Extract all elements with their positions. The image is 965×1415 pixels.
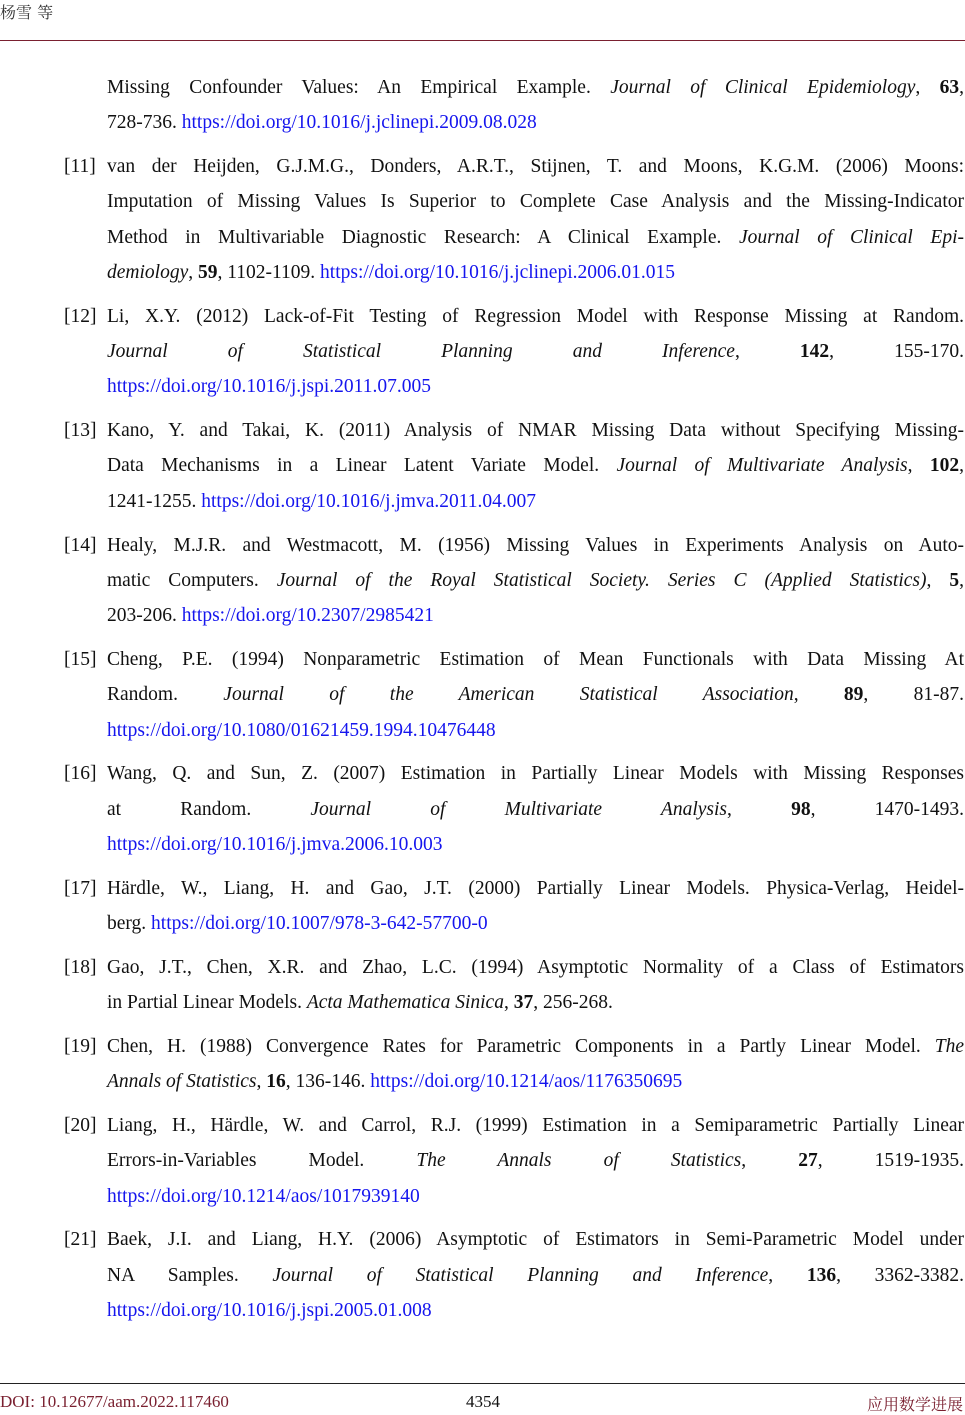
doi-link[interactable]: https://doi.org/10.1016/j.jclinepi.2009.08.028 — [181, 112, 537, 134]
doi-link[interactable]: https://doi.org/10.2307/2985421 — [181, 605, 434, 627]
reference-number: [21] — [64, 1229, 97, 1251]
reference-line — [107, 1222, 964, 1257]
reference-text: , 3362-3382. — [836, 1264, 964, 1286]
reference-line — [107, 70, 964, 105]
reference-text: Data Mechanisms in a Linear Latent Variate Model. — [107, 455, 617, 477]
reference-text: Missing Confounder Values: An Empirical Example. — [107, 77, 611, 98]
reference-item — [64, 528, 964, 634]
journal-title: Journal of Multivariate Analysis — [616, 455, 908, 477]
reference-line — [107, 369, 964, 404]
reference-line — [107, 713, 964, 748]
volume-number: 142 — [799, 341, 830, 363]
journal-title: The — [934, 1035, 964, 1057]
reference-number: [18] — [64, 956, 97, 978]
reference-text: 203-206. — [107, 605, 182, 627]
reference-item — [64, 1108, 964, 1214]
running-header-author: 杨雪 等 — [0, 3, 54, 22]
reference-text: Errors-in-Variables Model. — [107, 1150, 417, 1172]
header-rule — [0, 40, 965, 41]
reference-text: 728-736. — [107, 112, 182, 134]
journal-title: Journal of Statistical Planning and Inference — [107, 341, 735, 363]
reference-line — [107, 1064, 964, 1099]
doi-link[interactable]: https://doi.org/10.1007/978-3-642-57700-0 — [151, 913, 488, 935]
reference-text: , 1102-1109. — [217, 261, 321, 283]
reference-text: Imputation of Missing Values Is Superior to Complete Case Analysis and the Missing-Indicator — [107, 191, 964, 213]
doi-link[interactable]: https://doi.org/10.1016/j.jspi.2005.01.008 — [107, 1300, 432, 1321]
volume-number: 63 — [939, 77, 960, 98]
volume-number: 5 — [949, 569, 960, 591]
reference-text: , 1470-1493. — [810, 798, 964, 820]
reference-line — [107, 677, 964, 712]
reference-line — [107, 985, 964, 1020]
reference-item — [64, 756, 964, 862]
reference-text: Cheng, P.E. (1994) Nonparametric Estimation of Mean Functionals with Data Missing At — [107, 648, 964, 670]
reference-text: , — [741, 1150, 799, 1172]
reference-line — [107, 255, 964, 290]
reference-text: Random. — [107, 684, 224, 706]
page-number: 4354 — [466, 1392, 500, 1411]
reference-item — [64, 299, 964, 405]
reference-item — [64, 642, 964, 748]
reference-line — [107, 413, 964, 448]
doi-link[interactable]: https://doi.org/10.1016/j.jmva.2011.04.007 — [201, 490, 537, 512]
reference-line — [107, 756, 964, 791]
reference-item — [64, 149, 964, 290]
reference-text: NA Samples. — [107, 1264, 273, 1286]
reference-line — [107, 184, 964, 219]
reference-line — [107, 1179, 964, 1214]
reference-text: Baek, J.I. and Liang, H.Y. (2006) Asymptotic of Estimators in Semi-Parametric Model under — [107, 1229, 964, 1251]
reference-line — [107, 792, 964, 827]
volume-number: 59 — [197, 261, 218, 283]
reference-text: berg. — [107, 913, 152, 935]
reference-line — [107, 484, 964, 519]
reference-text: , — [793, 684, 844, 706]
reference-item — [64, 413, 964, 519]
doi-link[interactable]: https://doi.org/10.1214/aos/1017939140 — [107, 1185, 420, 1207]
reference-text: , 1519-1935. — [817, 1150, 965, 1172]
volume-number: 136 — [806, 1264, 837, 1286]
reference-text: Kano, Y. and Takai, K. (2011) Analysis of NMAR Missing Data without Specifying Missing- — [107, 420, 964, 442]
reference-text: , — [188, 261, 198, 283]
journal-title: Journal of the Royal Statistical Society. Series C (Applied Statistics) — [276, 569, 927, 591]
reference-text: Wang, Q. and Sun, Z. (2007) Estimation in Partially Linear Models with Missing Responses — [107, 763, 964, 785]
footer-rule — [0, 1383, 965, 1384]
reference-line — [107, 1293, 964, 1328]
reference-text: matic Computers. — [107, 569, 277, 591]
doi-link[interactable]: https://doi.org/10.1016/j.jmva.2006.10.003 — [107, 833, 443, 855]
journal-title: Acta Mathematica Sinica — [306, 992, 504, 1014]
reference-text: Gao, J.T., Chen, X.R. and Zhao, L.C. (1994) Asymptotic Normality of a Class of Estimators — [107, 956, 964, 978]
volume-number: 98 — [791, 798, 811, 820]
reference-text: , — [959, 569, 964, 591]
reference-number: [14] — [64, 534, 97, 556]
reference-item — [64, 1222, 964, 1328]
reference-item — [64, 950, 964, 1021]
reference-line — [107, 871, 964, 906]
reference-line — [107, 105, 964, 140]
volume-number: 102 — [929, 455, 960, 477]
reference-text: , — [727, 798, 792, 820]
reference-number: [12] — [64, 305, 97, 327]
reference-item — [64, 871, 964, 942]
reference-line — [107, 642, 964, 677]
volume-number: 37 — [513, 992, 534, 1014]
doi-link[interactable]: https://doi.org/10.1080/01621459.1994.10476448 — [107, 719, 496, 741]
reference-text: , — [256, 1071, 267, 1093]
reference-text: , 155-170. — [829, 341, 964, 363]
doi-link[interactable]: https://doi.org/10.1016/j.jspi.2011.07.005 — [107, 376, 431, 398]
reference-text: , — [503, 992, 514, 1014]
reference-line — [107, 906, 964, 941]
reference-text: Li, X.Y. (2012) Lack-of-Fit Testing of Regression Model with Response Missing at Random. — [107, 305, 964, 327]
reference-text: , — [907, 455, 930, 477]
reference-line — [107, 950, 964, 985]
footer-journal-name: 应用数学进展 — [866, 1395, 963, 1414]
reference-text: Healy, M.J.R. and Westmacott, M. (1956) Missing Values in Experiments Analysis on Auto- — [107, 534, 964, 556]
reference-text: Chen, H. (1988) Convergence Rates for Parametric Components in a Partly Linear Model. — [107, 1035, 935, 1057]
reference-line — [107, 299, 964, 334]
journal-title: Journal of Statistical Planning and Inference — [272, 1264, 769, 1286]
reference-number: [16] — [64, 763, 97, 785]
reference-text: , 81-87. — [863, 684, 964, 706]
reference-text: , — [734, 341, 800, 363]
reference-line — [107, 149, 964, 184]
volume-number: 16 — [266, 1071, 286, 1093]
reference-text: Härdle, W., Liang, H. and Gao, J.T. (2000) Partially Linear Models. Physica-Verlag, Heidel- — [107, 877, 964, 899]
journal-title: Journal of Clinical Epi- — [738, 226, 964, 248]
reference-number: [17] — [64, 877, 97, 899]
journal-title: The Annals of Statistics — [416, 1150, 742, 1172]
reference-number: [13] — [64, 420, 97, 442]
reference-line — [107, 827, 964, 862]
reference-list — [64, 70, 964, 1337]
reference-item — [64, 1029, 964, 1100]
reference-line — [107, 1258, 964, 1293]
journal-title: Journal of Clinical Epidemiology — [610, 77, 916, 98]
reference-line — [107, 1108, 964, 1143]
reference-number: [11] — [64, 156, 96, 178]
doi-link[interactable]: https://doi.org/10.1016/j.jclinepi.2006.01.015 — [320, 261, 676, 283]
reference-text: van der Heijden, G.J.M.G., Donders, A.R.T., Stijnen, T. and Moons, K.G.M. (2006) Moons: — [107, 156, 964, 178]
reference-number: [19] — [64, 1035, 97, 1057]
reference-text: , — [959, 455, 964, 477]
volume-number: 27 — [798, 1150, 818, 1172]
reference-text: , — [926, 569, 950, 591]
reference-line — [107, 334, 964, 369]
reference-line — [107, 528, 964, 563]
journal-title: demiology — [107, 261, 189, 283]
reference-text: at Random. — [107, 798, 311, 820]
reference-line — [107, 598, 964, 633]
journal-title: Annals of Statistics — [107, 1071, 257, 1093]
reference-text: , — [768, 1264, 807, 1286]
reference-item — [64, 70, 964, 141]
reference-line — [107, 448, 964, 483]
footer-doi: DOI: 10.12677/aam.2022.117460 — [0, 1392, 229, 1411]
reference-line — [107, 1029, 964, 1064]
reference-text: 1241-1255. — [107, 490, 202, 512]
reference-text: , 136-146. — [285, 1071, 371, 1093]
doi-link[interactable]: https://doi.org/10.1214/aos/1176350695 — [370, 1071, 683, 1093]
reference-line — [107, 1143, 964, 1178]
reference-number: [20] — [64, 1115, 97, 1137]
reference-text: in Partial Linear Models. — [107, 992, 307, 1014]
reference-line — [107, 563, 964, 598]
reference-text: Method in Multivariable Diagnostic Research: A Clinical Example. — [107, 226, 739, 248]
reference-text: , — [959, 77, 964, 98]
journal-title: Journal of the American Statistical Association — [223, 684, 794, 706]
reference-text: Liang, H., Härdle, W. and Carrol, R.J. (1999) Estimation in a Semiparametric Partially Linear — [107, 1115, 964, 1137]
volume-number: 89 — [843, 684, 864, 706]
reference-text: , 256-268. — [533, 992, 613, 1014]
reference-line — [107, 220, 964, 255]
reference-number: [15] — [64, 648, 97, 670]
reference-text: , — [915, 77, 940, 98]
journal-title: Journal of Multivariate Analysis — [310, 798, 727, 820]
